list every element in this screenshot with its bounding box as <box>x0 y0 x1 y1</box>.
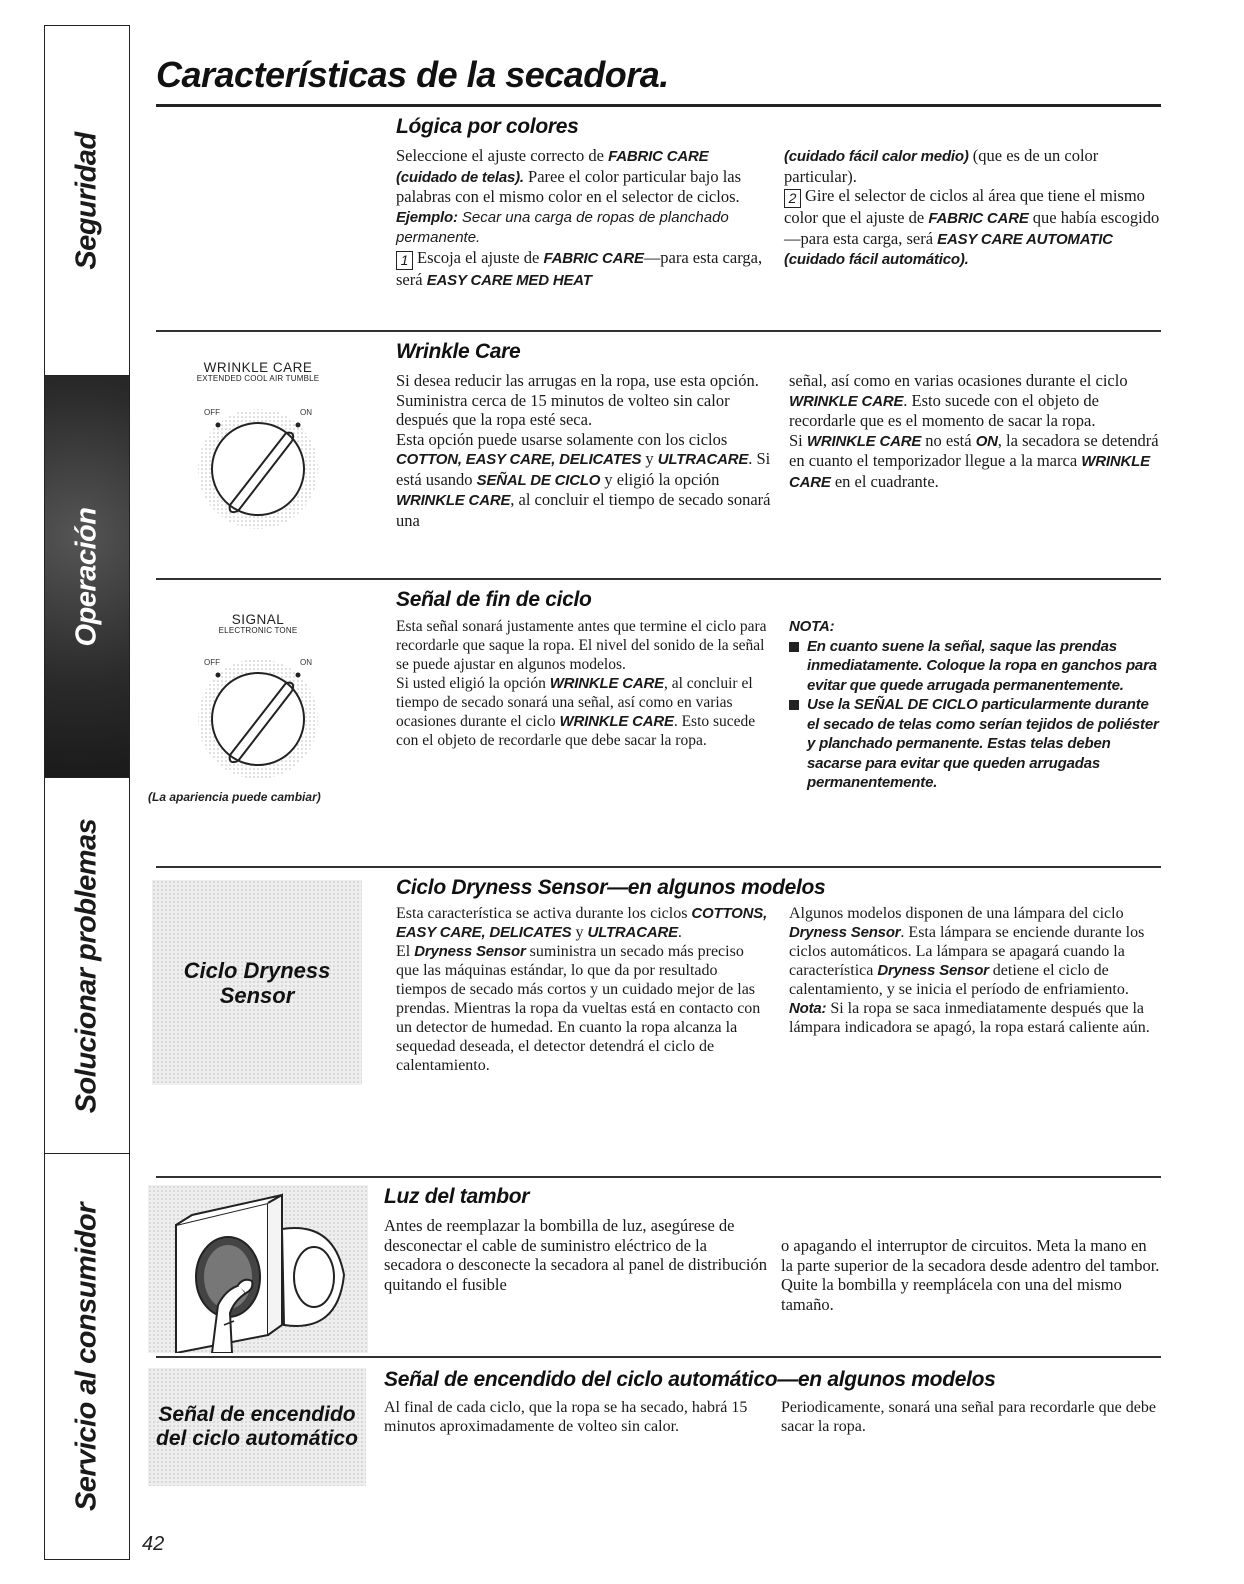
fabric-care-term: FABRIC CARE (cuidado de telas). <box>396 148 709 186</box>
paragraph <box>789 431 1161 493</box>
wrinkle-care-term: WRINKLE CARE <box>549 675 664 692</box>
fabric-care-term: FABRIC CARE <box>928 210 1029 227</box>
appearance-note: (La apariencia puede cambiar) <box>148 790 321 804</box>
step-1-icon: 1 <box>396 251 413 270</box>
paragraph <box>789 371 1161 431</box>
step-2-icon: 2 <box>784 189 801 208</box>
nota-item <box>789 695 1161 793</box>
text: . Esta lámpara se enciende durante los ciclos automáticos. La lámpara se apagará cuando la característica <box>789 924 1145 979</box>
paragraph <box>396 674 768 750</box>
dryness-col1 <box>396 904 768 1075</box>
dial-knob-icon <box>188 387 328 537</box>
knob-off-label: OFF <box>204 408 220 417</box>
text: Algunos modelos disponen de una lámpara del ciclo <box>789 905 1124 922</box>
logica-col2 <box>784 146 1162 270</box>
paragraph <box>789 904 1161 999</box>
text: Esta característica se activa durante los ciclos <box>396 905 692 922</box>
divider <box>156 578 1161 580</box>
tab-solucionar-label: Solucionar problemas <box>70 818 103 1113</box>
encendido-box-label: Señal de encendido del ciclo automático <box>156 1403 358 1450</box>
text: Gire el selector de ciclos al área que tiene el mismo color que el ajuste de <box>784 186 1145 227</box>
wrinkle-care-term: WRINKLE CARE <box>806 432 922 450</box>
knob-off-label: OFF <box>204 658 220 667</box>
tab-servicio-label: Servicio al consumidor <box>70 1202 103 1511</box>
divider <box>156 866 1161 868</box>
auto-cycle-signal-box <box>148 1368 366 1486</box>
dial-knob-icon <box>188 639 328 789</box>
cycle-term: ULTRACARE <box>587 924 678 941</box>
page-title: Características de la secadora. <box>156 54 669 95</box>
wrinkle-care-term: WRINKLE CARE <box>559 713 674 730</box>
logica-intro <box>396 146 766 207</box>
cycle-term: COTTONS, EASY CARE, DELICATES <box>396 905 768 941</box>
wrinkle-heading: Wrinkle Care <box>396 340 521 363</box>
logica-step1 <box>396 248 766 291</box>
paragraph <box>789 999 1161 1037</box>
on-term: ON <box>975 432 998 450</box>
dryness-heading: Ciclo Dryness Sensor—en algunos modelos <box>396 876 826 899</box>
knob-on-label: ON <box>300 408 312 417</box>
divider <box>156 1176 1161 1178</box>
tab-operacion[interactable] <box>44 375 130 777</box>
dryness-sensor-term: Dryness Sensor <box>414 943 526 960</box>
example-text: Secar una carga de ropas de planchado permanente. <box>396 208 729 246</box>
luz-col2 <box>781 1236 1161 1314</box>
text: Paree el color particular bajo las palabras con el mismo color en el selector de ciclos. <box>396 166 742 206</box>
paragraph <box>396 430 771 531</box>
dryness-sensor-term: Dryness Sensor <box>877 962 989 979</box>
bullet-square-icon <box>789 700 799 710</box>
text: Esta opción puede usarse solamente con los ciclos <box>396 429 728 449</box>
text: suministra un secado más preciso que las máquinas estándar, lo que da por resultado tiempos de secado más cortos y un cuidado mejor de las prendas. Mientras la ropa da vueltas está en contacto con un detector de humedad. En cuanto la ropa alcanza la sequedad deseada, el detector detendrá el ciclo de calentamiento. <box>396 943 761 1074</box>
luz-heading: Luz del tambor <box>384 1185 530 1208</box>
knob-on-label: ON <box>300 658 312 667</box>
knob-subtitle: EXTENDED COOL AIR TUMBLE <box>196 374 320 383</box>
wrinkle-col2 <box>789 371 1161 492</box>
page-number: 42 <box>142 1533 165 1555</box>
signal-term: SEÑAL DE CICLO <box>476 471 601 489</box>
paragraph: Al final de cada ciclo, que la ropa se ha secado, habrá 15 minutos aproximadamente de volteo sin calor. <box>384 1399 748 1435</box>
text: (que es de un color particular). <box>784 146 1099 186</box>
drum-light-illustration <box>148 1185 368 1353</box>
paragraph <box>396 942 768 1075</box>
logica-step2 <box>784 186 1162 270</box>
knob-name: SIGNAL <box>231 612 285 627</box>
tab-servicio-al-consumidor[interactable] <box>44 1153 130 1560</box>
title-rule <box>156 104 1161 107</box>
dryness-sensor-box <box>152 880 362 1085</box>
paragraph <box>396 904 768 942</box>
encendido-heading: Señal de encendido del ciclo automático—en algunos modelos <box>384 1368 996 1391</box>
tab-seguridad[interactable] <box>44 25 130 375</box>
text: y <box>641 449 658 468</box>
cycle-term: COTTON, EASY CARE, DELICATES <box>396 451 642 468</box>
text: Seleccione el ajuste correcto de <box>396 146 609 165</box>
knob-subtitle: ELECTRONIC TONE <box>218 626 298 635</box>
nota-label: Nota: <box>789 1000 827 1017</box>
text: . Esto sucede con el objeto de recordarle que es el momento de sacar la ropa. <box>789 390 1099 430</box>
tab-solucionar-problemas[interactable] <box>44 777 130 1153</box>
text: que había escogido—para esta carga, será <box>784 208 1160 248</box>
encendido-col1 <box>384 1398 768 1436</box>
luz-col1 <box>384 1216 768 1294</box>
tab-seguridad-label: Seguridad <box>70 131 103 270</box>
text: El <box>396 943 415 960</box>
knob-name: WRINKLE CARE <box>203 360 313 375</box>
paragraph: Periodicamente, sonará una señal para recordarle que debe sacar la ropa. <box>781 1399 1156 1435</box>
encendido-col2 <box>781 1398 1161 1436</box>
text: Si usted eligió la opción <box>396 675 550 692</box>
divider <box>156 330 1161 332</box>
dryness-box-label: Ciclo Dryness Sensor <box>183 957 331 1008</box>
text: . <box>677 924 682 941</box>
setting-term: EASY CARE MED HEAT <box>426 271 592 289</box>
dryness-sensor-term: Dryness Sensor <box>789 924 901 941</box>
logica-col2-cont <box>784 146 1162 186</box>
fabric-care-term: FABRIC CARE <box>543 249 644 267</box>
text: y <box>571 924 588 941</box>
bullet-square-icon <box>789 642 799 652</box>
signal-knob <box>168 612 348 789</box>
nota-label: NOTA: <box>789 618 835 635</box>
example-label: Ejemplo: <box>396 208 458 226</box>
nota-item <box>789 637 1161 696</box>
senal-heading: Señal de fin de ciclo <box>396 588 592 611</box>
dryer-drum-icon <box>148 1185 368 1353</box>
setting-term: EASY CARE AUTOMATIC (cuidado fácil automático). <box>784 230 1113 268</box>
text: en el cuadrante. <box>830 471 939 491</box>
nota-list <box>789 637 1161 793</box>
paragraph: Antes de reemplazar la bombilla de luz, asegúrese de desconectar el cable de suministro eléctrico de la secadora o desconecte la secadora al panel de distribución quitando el fusible <box>384 1216 767 1294</box>
dryness-col2 <box>789 904 1161 1037</box>
senal-nota <box>789 617 1161 793</box>
text: , al concluir el tiempo de secado sonará una <box>396 490 771 530</box>
wrinkle-col1 <box>396 371 771 530</box>
logica-col1 <box>396 146 766 290</box>
logica-example <box>396 207 766 248</box>
text: . Si está usando <box>396 449 771 489</box>
wrinkle-care-term: WRINKLE CARE <box>789 453 1150 491</box>
text: y eligió la opción <box>600 469 720 489</box>
text: Escoja el ajuste de <box>417 247 544 267</box>
logica-heading: Lógica por colores <box>396 115 579 138</box>
text: señal, así como en varias ocasiones durante el ciclo <box>789 371 1128 390</box>
nota-text: Use la SEÑAL DE CICLO particularmente durante el secado de telas como serían tejidos de poliéster y planchado permanente. Estas telas deben sacarse para evitar que queden arrugadas permanentemente. <box>807 696 1159 791</box>
tab-operacion-label: Operación <box>70 507 103 646</box>
paragraph: o apagando el interruptor de circuitos. Meta la mano en la parte superior de la secadora desde adentro del tambor. Quite la bombilla y reemplácela con una del mismo tamaño. <box>781 1236 1160 1314</box>
text: no está <box>921 430 976 450</box>
text: . Esto sucede con el objeto de recordarle que debe sacar la ropa. <box>396 713 756 749</box>
paragraph: Si desea reducir las arrugas en la ropa, use esta opción. Suministra cerca de 15 minutos de volteo sin calor después que la ropa esté seca. <box>396 371 759 429</box>
wrinkle-care-term: WRINKLE CARE <box>789 392 904 410</box>
cycle-term: ULTRACARE <box>657 451 749 468</box>
setting-term: (cuidado fácil calor medio) <box>784 148 969 165</box>
wrinkle-care-knob <box>168 360 348 537</box>
paragraph: Esta señal sonará justamente antes que termine el ciclo para recordarle que saque la ropa. El nivel del sonido de la señal se puede ajustar en algunos modelos. <box>396 618 767 673</box>
text: detiene el ciclo de calentamiento, y se inicia el período de enfriamiento. <box>789 962 1129 998</box>
divider <box>156 1356 1161 1358</box>
text: Si la ropa se saca inmediatamente después que la lámpara indicadora se apagó, la ropa estará caliente aún. <box>789 1000 1150 1036</box>
text: Si <box>789 430 807 450</box>
wrinkle-care-term: WRINKLE CARE <box>396 492 511 509</box>
nota-text: En cuanto suene la señal, saque las prendas inmediatamente. Coloque la ropa en ganchos para evitar que quede arrugada permanentemente. <box>807 637 1157 694</box>
text: , la secadora se detendrá en cuanto el temporizador llegue a la marca <box>789 430 1159 470</box>
text: —para esta carga, será <box>396 247 763 289</box>
senal-col1 <box>396 617 768 750</box>
section-tabs <box>44 25 130 1560</box>
text: , al concluir el tiempo de secado sonará una señal, así como en varias ocasiones durante el ciclo <box>396 675 753 730</box>
